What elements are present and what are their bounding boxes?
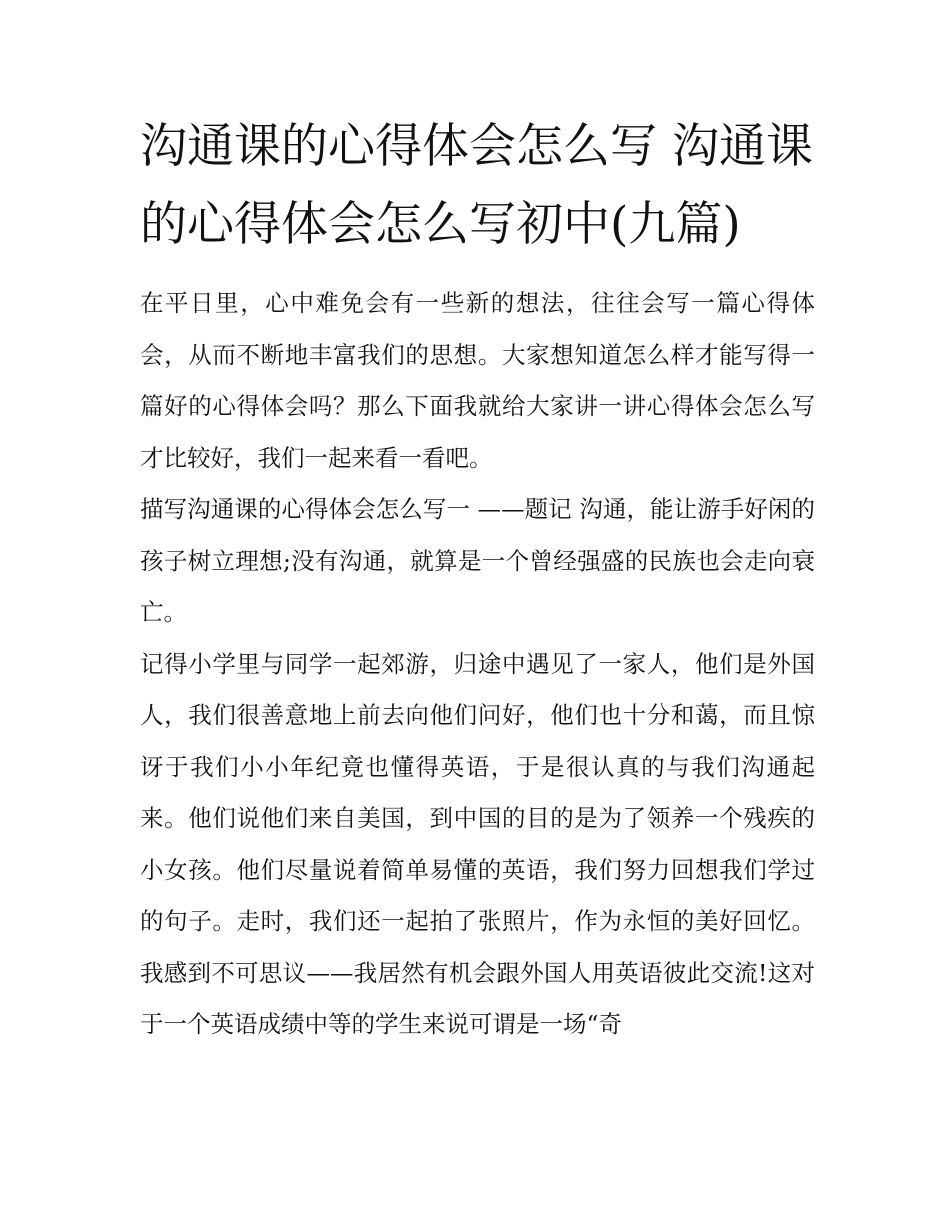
- paragraph-intro: 在平日里，心中难免会有一些新的想法，往往会写一篇心得体会，从而不断地丰富我们的思想。大家想知道怎么样才能写得一篇好的心得体会吗？那么下面我就给大家讲一讲心得体会怎么写才比较好，我们一起来看一看吧。: [140, 289, 815, 472]
- paragraph-epigraph: 描写沟通课的心得体会怎么写一 ——题记 沟通，能让游手好闲的孩子树立理想;没有沟通，就算是一个曾经强盛的民族也会走向衰亡。: [140, 495, 815, 626]
- paragraph-story: 记得小学里与同学一起郊游，归途中遇见了一家人，他们是外国人，我们很善意地上前去向他们问好，他们也十分和蔼，而且惊讶于我们小小年纪竟也懂得英语，于是很认真的与我们沟通起来。他们说他们来自美国，到中国的目的是为了领养一个残疾的小女孩。他们尽量说着简单易懂的英语，我们努力回想我们学过的句子。走时，我们还一起拍了张照片，作为永恒的美好回忆。我感到不可思议——我居然有机会跟外国人用英语彼此交流!这对于一个英语成绩中等的学生来说可谓是一场“奇: [140, 649, 815, 1038]
- document-title: 沟通课的心得体会怎么写 沟通课的心得体会怎么写初中(九篇): [140, 119, 813, 252]
- document-body: [140, 108, 815, 1051]
